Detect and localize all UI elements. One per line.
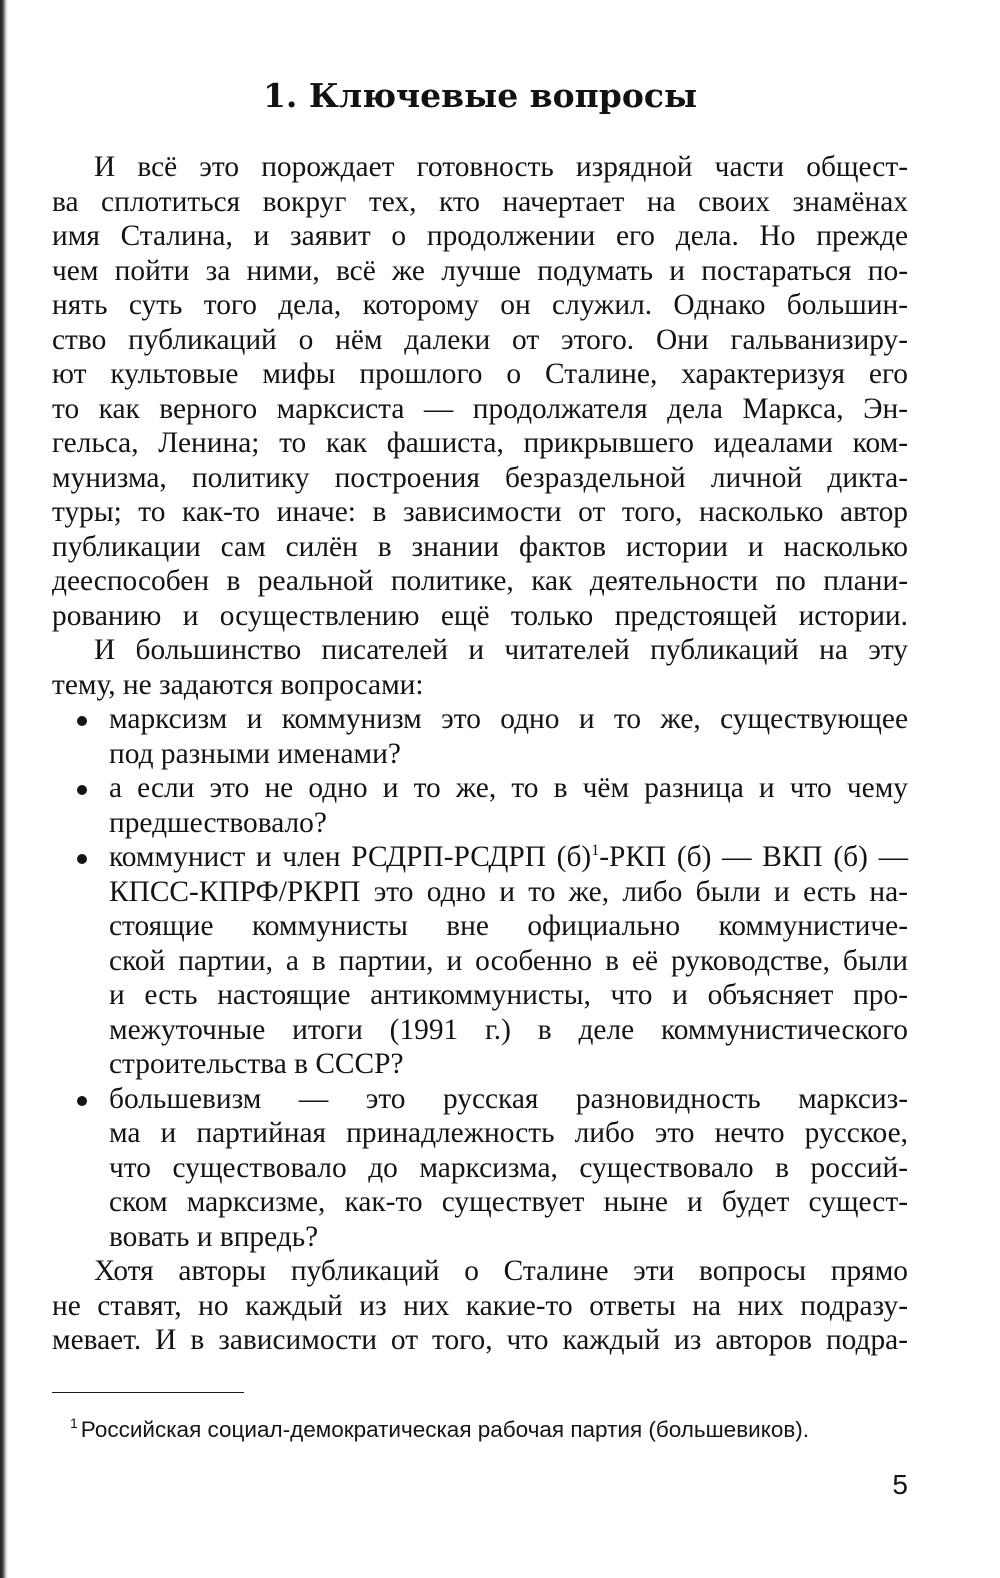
text-line: и есть настоящие антикоммунисты, что и объясняет про- — [109, 979, 908, 1011]
bullet-icon — [77, 854, 87, 864]
footnote-divider — [52, 1392, 244, 1393]
footnote-text: Российская социал-демократическая рабочая партия (большевиков). — [80, 1417, 810, 1442]
text-line: стоящие коммунисты вне официально коммунистиче- — [109, 910, 908, 942]
book-page — [52, 0, 908, 1578]
text-line: И большинство писателей и читателей публикаций на эту — [94, 634, 908, 666]
text-line: чем пойти за ними, всё же лучше подумать и постараться по- — [52, 254, 908, 287]
footnote-reference: 1 — [591, 842, 600, 859]
footnote — [70, 1415, 908, 1445]
text-line: Хотя авторы публикаций о Сталине эти вопросы прямо — [94, 1255, 908, 1287]
paragraph-2 — [52, 633, 908, 702]
text-line: большевизм — это русская разновидность марксиз- — [109, 1082, 908, 1115]
chapter-title: 1. Ключевые вопросы — [262, 76, 698, 115]
text-line: публикации сам силён в знании фактов истории и насколько — [52, 530, 908, 563]
text-line: нять суть того дела, которому он служил. Однако большин- — [52, 289, 908, 321]
text-fragment: коммунист и член РСДРП-РСДРП (б) — [109, 841, 592, 873]
text-line: межуточные итоги (1991 г.) в деле коммунистического — [109, 1013, 908, 1046]
text-line: марксизм и коммунизм это одно и то же, существующее — [109, 703, 908, 735]
text-line: ском марксизме, как-то существует ныне и будет сущест- — [109, 1186, 908, 1218]
text-line: туры; то как-то иначе: в зависимости от того, насколько автор — [52, 496, 908, 528]
text-line: имя Сталина, и заявит о продолжении его дела. Но прежде — [52, 220, 908, 252]
list-item — [52, 702, 908, 771]
page-binding-edge — [0, 0, 8, 1578]
text-line: ской партии, а в партии, и особенно в её руководстве, были — [109, 944, 908, 977]
list-item — [52, 771, 908, 840]
text-line: мунизма, политику построения безраздельной личной дикта- — [52, 461, 908, 494]
text-line: что существовало до марксизма, существовало в россий- — [109, 1151, 908, 1184]
text-line: дееспособен в реальной политике, как деятельности по плани- — [52, 565, 908, 597]
text-line: ство публикаций о нём далеки от этого. Они гальванизиру- — [52, 323, 908, 356]
text-line: предшествовало? — [109, 806, 327, 839]
text-line: то как верного марксиста — продолжателя дела Маркса, Эн- — [52, 392, 908, 425]
text-line: тему, не задаются вопросами: — [52, 668, 424, 701]
text-line: под разными именами? — [109, 737, 401, 770]
text-line: ют культовые мифы прошлого о Сталине, характеризуя его — [52, 358, 908, 390]
text-line — [109, 840, 908, 875]
footnote-number: 1 — [70, 1415, 78, 1431]
main-text — [52, 150, 908, 1358]
page-number: 5 — [892, 1469, 908, 1500]
list-item — [52, 1082, 908, 1255]
text-line: вовать и впредь? — [109, 1220, 319, 1253]
text-line: ма и партийная принадлежность либо это нечто русское, — [109, 1117, 908, 1149]
text-line: гельса, Ленина; то как фашиста, прикрывшего идеалами ком- — [52, 427, 908, 459]
text-line: не ставят, но каждый из них какие-то ответы на них подразу- — [52, 1289, 908, 1322]
text-line: мевает. И в зависимости от того, что каждый из авторов подра- — [52, 1324, 908, 1356]
text-line: рованию и осуществлению ещё только предстоящей истории. — [52, 599, 908, 632]
bullet-icon — [77, 785, 87, 795]
bullet-icon — [77, 1096, 87, 1106]
bullet-icon — [77, 716, 87, 726]
list-item — [52, 840, 908, 1082]
text-fragment: -РКП (б) — ВКП (б) — — [599, 841, 908, 873]
text-line: строительства в СССР? — [109, 1048, 404, 1080]
text-line: ва сплотиться вокруг тех, кто начертает на своих знамёнах — [52, 185, 908, 218]
text-line: а если это не одно и то же, то в чём разница и что чему — [109, 772, 908, 804]
paragraph-1 — [52, 150, 908, 633]
text-line: КПСС-КПРФ/РКРП это одно и то же, либо были и есть на- — [109, 875, 908, 908]
paragraph-3 — [52, 1254, 908, 1358]
question-list — [52, 702, 908, 1254]
text-line: И всё это порождает готовность изрядной части общест- — [94, 151, 908, 183]
